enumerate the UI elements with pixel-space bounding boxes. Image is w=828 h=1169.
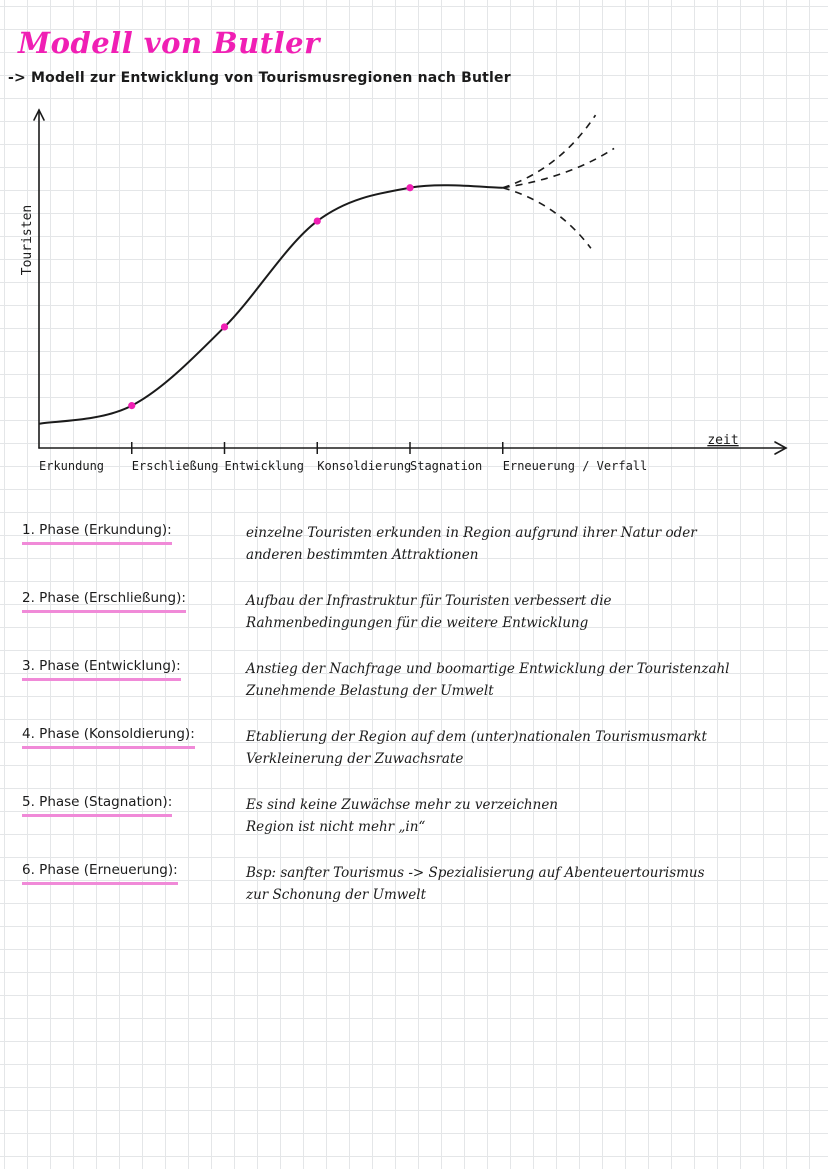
- phase-label: 5. Phase (Stagnation):: [22, 794, 172, 817]
- x-tick-label: Konsoldierung: [317, 459, 412, 473]
- x-axis-label: zeit: [707, 433, 739, 448]
- phase-description-line: Rahmenbedingungen für die weitere Entwicklung: [246, 615, 589, 631]
- phase-description-line: anderen bestimmten Attraktionen: [246, 547, 479, 563]
- branch-verfall: [503, 188, 591, 249]
- phase-point: [406, 184, 413, 191]
- phase-description-line: einzelne Touristen erkunden in Region aufgrund ihrer Natur oder: [246, 525, 697, 541]
- x-tick-label: Stagnation: [410, 459, 483, 473]
- phase-description-line: Anstieg der Nachfrage und boomartige Entwicklung der Touristenzahl: [246, 661, 730, 677]
- branch-erneuerung: [503, 115, 596, 188]
- x-tick-label: Erschließung: [131, 459, 219, 473]
- phase-description-line: Zunehmende Belastung der Umwelt: [246, 683, 494, 699]
- phase-description-line: Bsp: sanfter Tourismus -> Spezialisierung auf Abenteuertourismus: [246, 865, 705, 881]
- series-line: [39, 185, 503, 424]
- page-title: Modell von Butler: [18, 26, 320, 60]
- phase-description-line: Aufbau der Infrastruktur für Touristen verbessert die: [246, 593, 612, 609]
- phase-description-line: Etablierung der Region auf dem (unter)nationalen Tourismusmarkt: [246, 729, 707, 745]
- phase-description-line: Verkleinerung der Zuwachsrate: [246, 751, 464, 767]
- phase-description-line: Es sind keine Zuwächse mehr zu verzeichnen: [246, 797, 559, 813]
- phase-description-line: zur Schonung der Umwelt: [246, 887, 427, 903]
- phase-point: [128, 402, 135, 409]
- x-tick-label: Entwicklung: [224, 459, 304, 473]
- phase-label: 4. Phase (Konsoldierung):: [22, 726, 195, 749]
- phase-point: [314, 217, 321, 224]
- x-tick-label: Erneuerung / Verfall: [502, 459, 648, 473]
- page-subtitle: -> Modell zur Entwicklung von Tourismusregionen nach Butler: [8, 70, 511, 86]
- phase-point: [221, 323, 228, 330]
- x-tick-label: Erkundung: [39, 459, 105, 473]
- y-axis-label: Touristen: [20, 204, 35, 276]
- phase-label: 3. Phase (Entwicklung):: [22, 658, 181, 681]
- phase-label: 6. Phase (Erneuerung):: [22, 862, 178, 885]
- phase-label: 1. Phase (Erkundung):: [22, 522, 172, 545]
- phase-description-line: Region ist nicht mehr „in“: [246, 819, 426, 835]
- phase-label: 2. Phase (Erschließung):: [22, 590, 186, 613]
- butler-chart: [0, 0, 828, 490]
